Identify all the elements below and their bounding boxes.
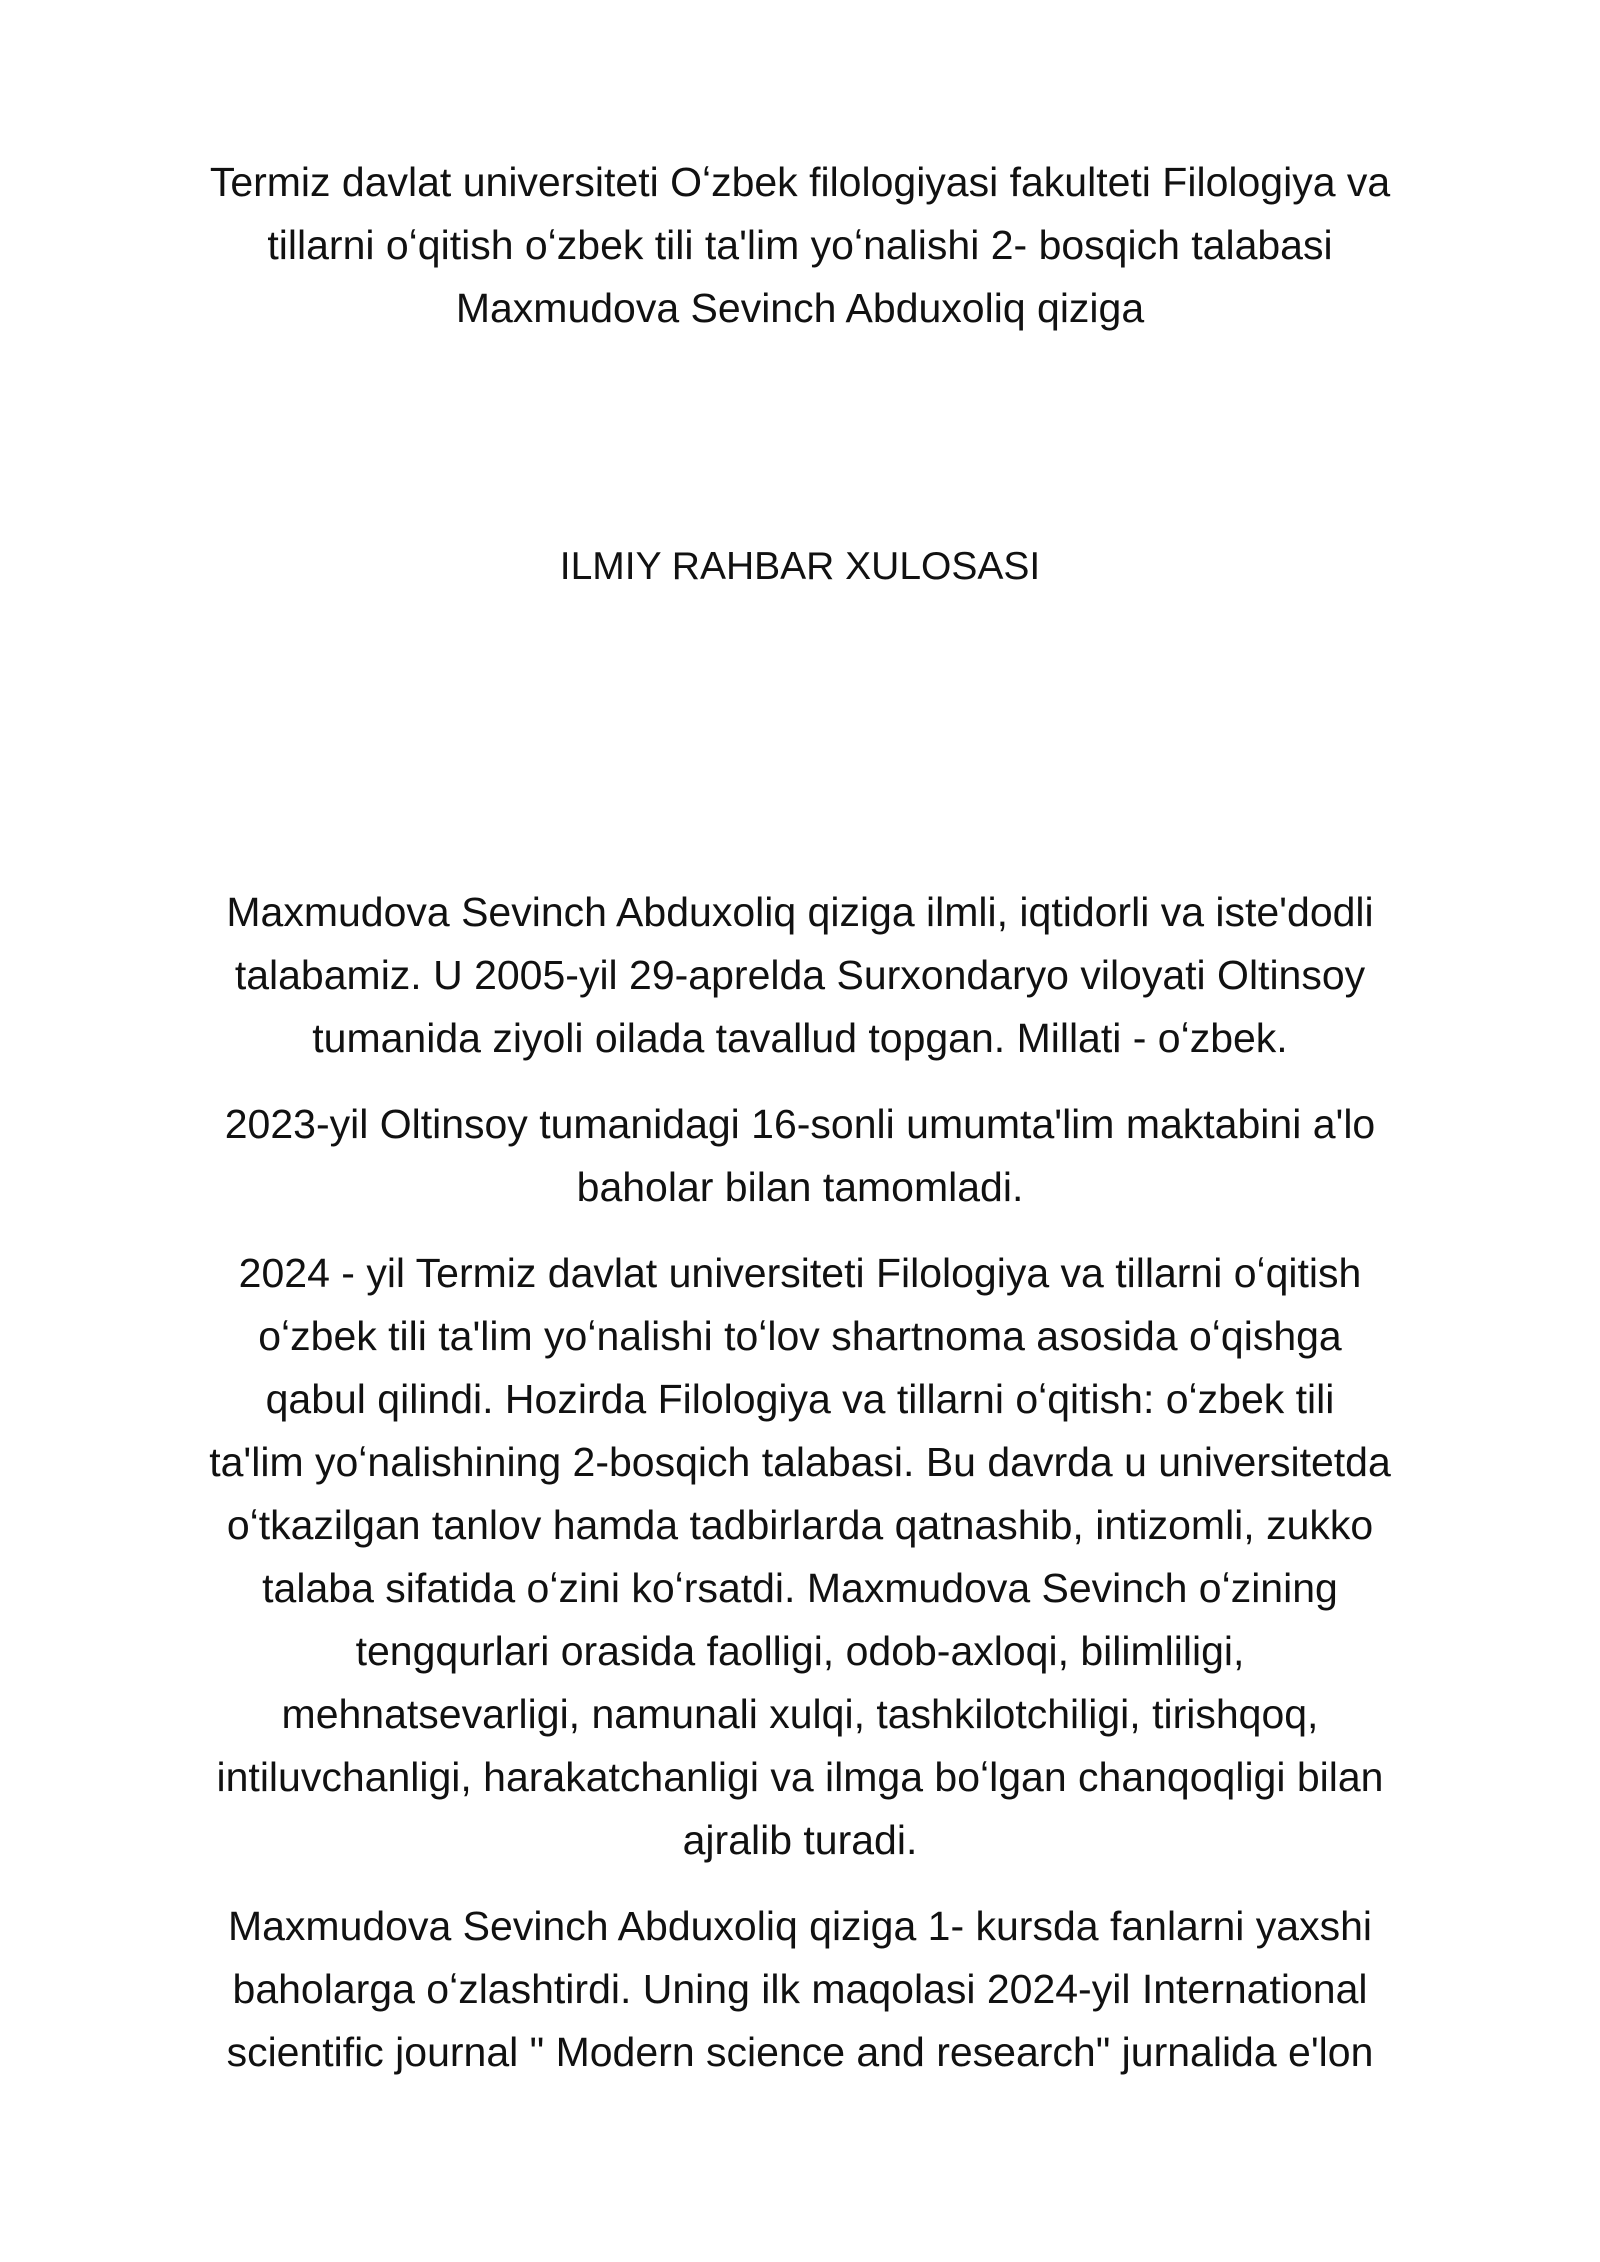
paragraph-line: tengqurlari orasida faolligi, odob-axloqi, bilimliligi, bbox=[355, 1628, 1245, 1674]
paragraph-line: 2024 - yil Termiz davlat universiteti Filologiya va tillarni oʻqitish bbox=[238, 1250, 1362, 1296]
paragraph-line: oʻzbek tili ta'lim yoʻnalishi toʻlov shartnoma asosida oʻqishga bbox=[258, 1313, 1342, 1359]
paragraph-line: baholarga oʻzlashtirdi. Uning ilk maqolasi 2024-yil International bbox=[232, 1966, 1368, 2012]
paragraph-line: Maxmudova Sevinch Abduxoliq qiziga 1- kursda fanlarni yaxshi bbox=[227, 1903, 1373, 1949]
paragraph-line: Maxmudova Sevinch Abduxoliq qiziga ilmli, iqtidorli va iste'dodli bbox=[226, 889, 1374, 935]
paragraph-line: ta'lim yoʻnalishining 2-bosqich talabasi. Bu davrda u universitetda bbox=[209, 1439, 1391, 1485]
header-line: Maxmudova Sevinch Abduxoliq qiziga bbox=[455, 285, 1145, 331]
paragraph-line: talabamiz. U 2005-yil 29-aprelda Surxondaryo viloyati Oltinsoy bbox=[234, 952, 1366, 998]
paragraph-line: qabul qilindi. Hozirda Filologiya va tillarni oʻqitish: oʻzbek tili bbox=[265, 1376, 1335, 1422]
paragraph-line: oʻtkazilgan tanlov hamda tadbirlarda qatnashib, intizomli, zukko bbox=[226, 1502, 1374, 1548]
header-line: tillarni oʻqitish oʻzbek tili ta'lim yoʻnalishi 2- bosqich talabasi bbox=[267, 222, 1333, 268]
document-title: ILMIY RAHBAR XULOSASI bbox=[559, 545, 1041, 588]
paragraph-line: mehnatsevarligi, namunali xulqi, tashkilotchiligi, tirishqoq, bbox=[281, 1691, 1319, 1737]
paragraph-line: scientific journal " Modern science and research" jurnalida e'lon bbox=[226, 2029, 1374, 2075]
paragraph-line: talaba sifatida oʻzini koʻrsatdi. Maxmudova Sevinch oʻzining bbox=[262, 1565, 1338, 1611]
paragraph-line: ajralib turadi. bbox=[682, 1817, 918, 1863]
paragraph-line: intiluvchanligi, harakatchanligi va ilmga boʻlgan chanqoqligi bilan bbox=[216, 1754, 1384, 1800]
paragraph-line: tumanida ziyoli oilada tavallud topgan. Millati - oʻzbek. bbox=[312, 1015, 1288, 1061]
header-line: Termiz davlat universiteti Oʻzbek filologiyasi fakulteti Filologiya va bbox=[209, 159, 1391, 205]
paragraph-line: baholar bilan tamomladi. bbox=[576, 1164, 1024, 1210]
paragraph-line: 2023-yil Oltinsoy tumanidagi 16-sonli umumta'lim maktabini a'lo bbox=[224, 1101, 1376, 1147]
